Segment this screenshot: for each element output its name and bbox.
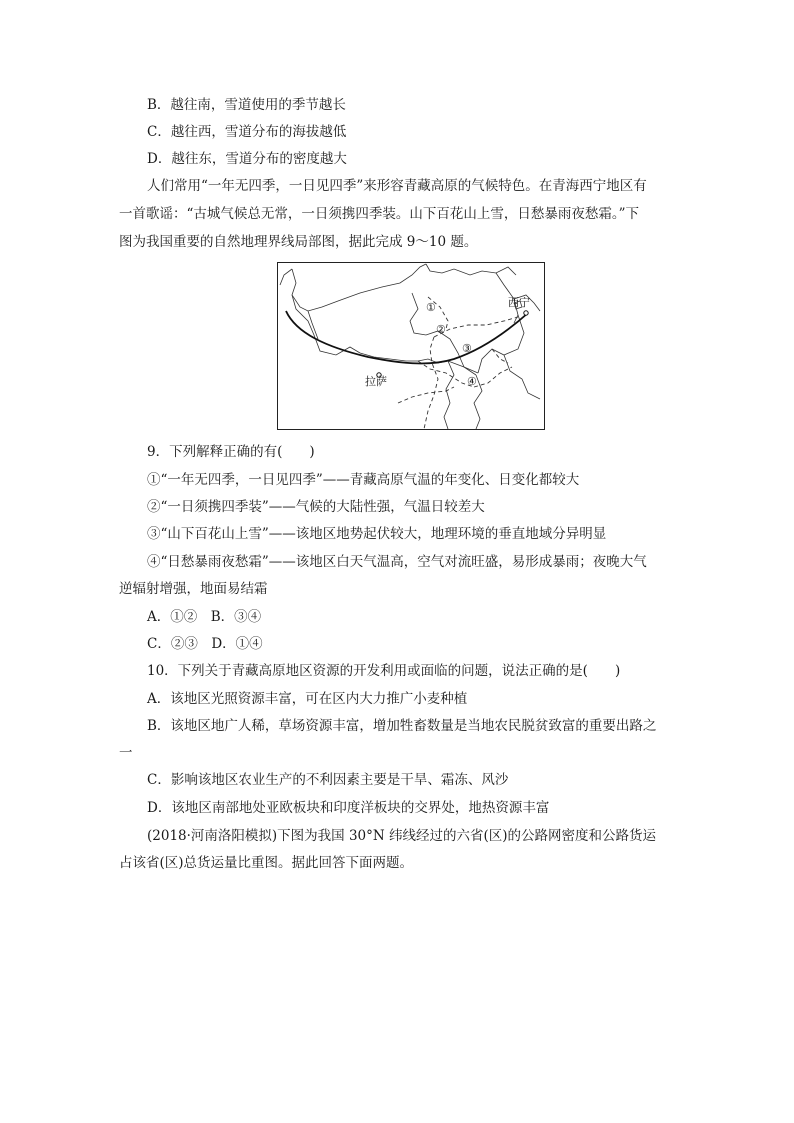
map-figure: [277, 262, 545, 430]
map-drawing: [278, 263, 546, 431]
intro-line-2: 一首歌谣：“古城气候总无常，一日须携四季装。山下百花山上雪，日愁暴雨夜愁霜。”下: [119, 206, 640, 222]
next-intro-line-1: (2018·河南洛阳模拟)下图为我国 30°N 纬线经过的六省(区)的公路网密度和公路货运: [147, 828, 657, 844]
next-intro-line-2: 占该省(区)总货运量比重图。据此回答下面两题。: [119, 855, 414, 871]
q9-statement-2: ②“一日须携四季装”——气候的大陆性强，气温日较差大: [147, 499, 485, 515]
q8-option-b: B．越往南，雪道使用的季节越长: [147, 97, 346, 113]
q9-statement-4-cont: 逆辐射增强，地面易结霜: [119, 581, 268, 597]
marker-3-label: ③: [462, 342, 472, 355]
q9-statement-3: ③“山下百花山上雪”——该地区地势起伏较大，地理环境的垂直地域分异明显: [147, 526, 607, 542]
q10-option-b-cont: 一: [119, 745, 133, 761]
q10-option-a: A．该地区光照资源丰富，可在区内大力推广小麦种植: [147, 691, 468, 707]
marker-4-label: ④: [467, 375, 477, 388]
q9-options-cd: C．②③ D．①④: [147, 636, 263, 652]
q10-option-d: D．该地区南部地处亚欧板块和印度洋板块的交界处，地热资源丰富: [147, 800, 550, 816]
q8-option-d: D．越往东，雪道分布的密度越大: [147, 151, 347, 167]
q10-stem: 10．下列关于青藏高原地区资源的开发利用或面临的问题，说法正确的是( ): [147, 663, 621, 679]
q8-option-c: C．越往西，雪道分布的海拔越低: [147, 124, 347, 140]
lhasa-label: 拉萨: [365, 375, 387, 388]
q9-options-ab: A．①② B．③④: [147, 609, 262, 625]
xining-label: 西宁: [508, 296, 530, 309]
major-boundary-line: [286, 311, 528, 363]
q9-stem: 9．下列解释正确的有( ): [147, 444, 315, 460]
q10-option-c: C．影响该地区农业生产的不利因素主要是干旱、霜冻、风沙: [147, 772, 509, 788]
intro-line-1: 人们常用“一年无四季，一日见四季”来形容青藏高原的气候特色。在青海西宁地区有: [147, 178, 647, 194]
xining-marker: [524, 311, 528, 315]
q9-statement-4: ④“日愁暴雨夜愁霜”——该地区白天气温高，空气对流旺盛，易形成暴雨；夜晚大气: [147, 554, 647, 570]
intro-line-3: 图为我国重要的自然地理界线局部图，据此完成 9～10 题。: [119, 234, 478, 250]
q9-statement-1: ①“一年无四季，一日见四季”——青藏高原气温的年变化、日变化都较大: [147, 472, 580, 488]
marker-1-label: ①: [426, 301, 436, 314]
q10-option-b: B．该地区地广人稀，草场资源丰富，增加牲畜数量是当地农民脱贫致富的重要出路之: [147, 718, 657, 734]
province-boundaries: [280, 264, 540, 429]
marker-2-label: ②: [436, 323, 446, 336]
